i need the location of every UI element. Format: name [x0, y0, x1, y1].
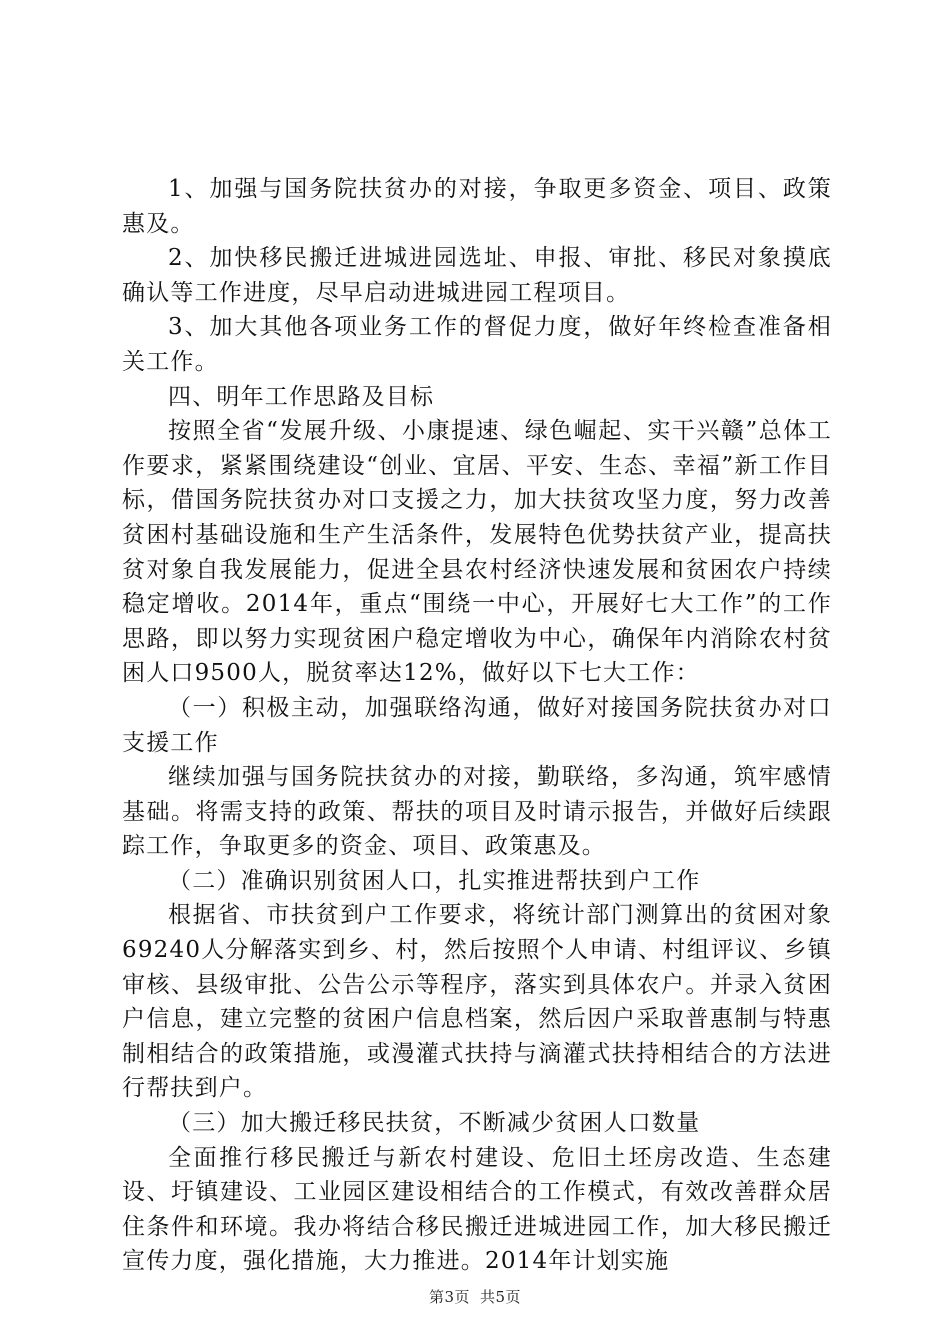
paragraph-item-2: 2、加快移民搬迁进城进园选址、申报、审批、移民对象摸底确认等工作进度，尽早启动进城进园工程项目。 [122, 245, 832, 306]
page-total: 共5页 [480, 1288, 522, 1306]
subheading-3: （三）加大搬迁移民扶贫，不断减少贫困人口数量 [168, 1110, 701, 1137]
subheading-2: （二）准确识别贫困人口，扎实推进帮扶到户工作 [168, 867, 701, 894]
paragraph-item-1: 1、加强与国务院扶贫办的对接，争取更多资金、项目、政策惠及。 [122, 176, 832, 237]
paragraph-work-plan: 按照全省“发展升级、小康提速、绿色崛起、实干兴赣”总体工作要求，紧紧围绕建设“创业、宜居、平安、生态、幸福”新工作目标，借国务院扶贫办对口支援之力，加大扶贫攻坚力度，努力改善贫困村基础设施和生产生活条件，发展特色优势扶贫产业，提高扶贫对象自我发展能力，促进全县农村经济快速发展和贫困农户持续稳定增收。2014年，重点“围绕一中心，开展好七大工作”的工作思路，即以努力实现贫困户稳定增收为中心，确保年内消除农村贫困人口9500人，脱贫率达12%，做好以下七大工作： [122, 418, 832, 687]
subheading-1: （一）积极主动，加强联络沟通，做好对接国务院扶贫办对口支援工作 [122, 694, 832, 756]
page-footer [0, 1286, 950, 1307]
paragraph-subheading-1-body: 继续加强与国务院扶贫办的对接，勤联络，多沟通，筑牢感情基础。将需支持的政策、帮扶的项目及时请示报告，并做好后续跟踪工作，争取更多的资金、项目、政策惠及。 [122, 764, 832, 860]
paragraph-item-3: 3、加大其他各项业务工作的督促力度，做好年终检查准备相关工作。 [122, 314, 832, 375]
paragraph-subheading-3-body: 全面推行移民搬迁与新农村建设、危旧土坯房改造、生态建设、圩镇建设、工业园区建设相结合的工作模式，有效改善群众居住条件和环境。我办将结合移民搬迁进城进园工作，加大移民搬迁宣传力度，强化措施，大力推进。2014年计划实施 [122, 1144, 832, 1275]
page-number: 第3页 [428, 1288, 470, 1306]
document-body [122, 172, 832, 1279]
section-heading-4: 四、明年工作思路及目标 [168, 383, 435, 410]
paragraph-subheading-2-body: 根据省、市扶贫到户工作要求，将统计部门测算出的贫困对象69240人分解落实到乡、村，然后按照个人申请、村组评议、乡镇审核、县级审批、公告公示等程序，落实到具体农户。并录入贫困户信息，建立完整的贫困户信息档案，然后因户采取普惠制与特惠制相结合的政策措施，或漫灌式扶持与滴灌式扶持相结合的方法进行帮扶到户。 [122, 902, 832, 1102]
